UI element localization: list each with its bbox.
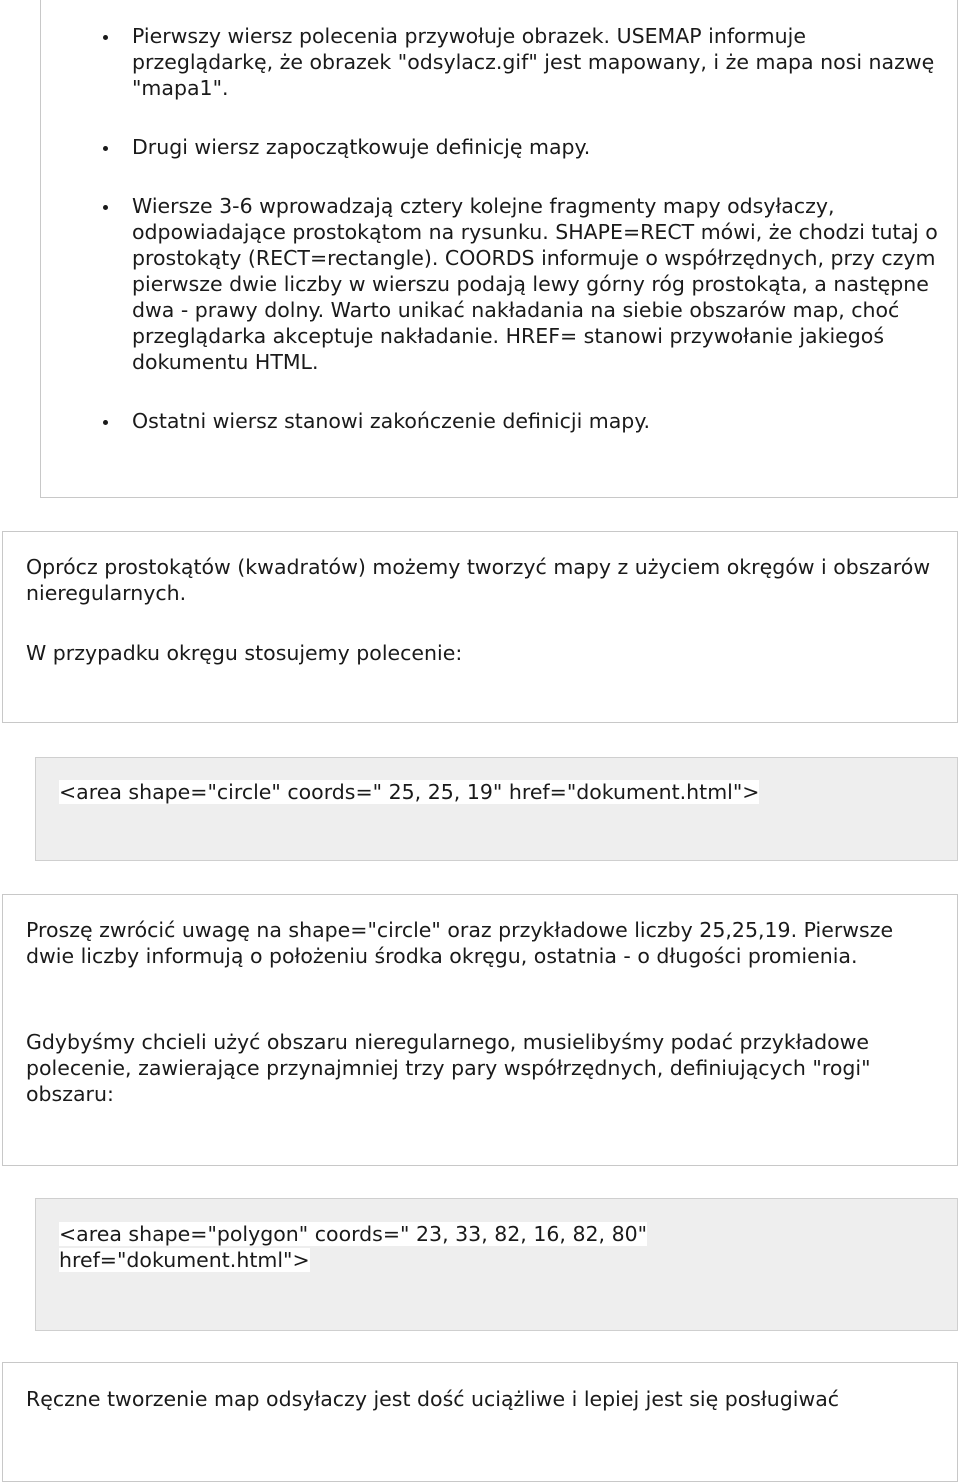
bullet-icon bbox=[103, 420, 108, 425]
list-item bbox=[91, 193, 941, 375]
list-item bbox=[91, 134, 941, 160]
list-item-text: Drugi wiersz zapoczątkowuje definicję mapy. bbox=[132, 135, 591, 159]
text-panel-shapes bbox=[2, 531, 958, 723]
paragraph-circle-explain: Proszę zwrócić uwagę na shape="circle" oraz przykładowe liczby 25,25,19. Pierwsze dwie liczby informują o położeniu środka okręgu, ostatnia - o długości promienia. bbox=[26, 918, 894, 968]
list-panel bbox=[40, 0, 958, 498]
bullet-icon bbox=[103, 205, 108, 210]
paragraph-polygon-intro: Gdybyśmy chcieli użyć obszaru nieregularnego, musielibyśmy podać przykładowe polecenie, zawierające przynajmniej trzy pary współrzędnych, definiujących "rogi" obszaru: bbox=[26, 1030, 871, 1106]
paragraph-circle-intro: W przypadku okręgu stosujemy polecenie: bbox=[26, 641, 463, 665]
code-polygon-line-1 bbox=[59, 1221, 939, 1247]
explanation-list bbox=[91, 23, 941, 467]
paragraph-final: Ręczne tworzenie map odsyłaczy jest dość uciążliwe i lepiej jest się posługiwać bbox=[26, 1387, 840, 1411]
list-item-text: Ostatni wiersz stanowi zakończenie definicji mapy. bbox=[132, 409, 651, 433]
text-panel-polygon bbox=[2, 894, 958, 1166]
code-circle-text: <area shape="circle" coords=" 25, 25, 19" href="dokument.html"> bbox=[59, 780, 760, 804]
paragraph-shapes-intro: Oprócz prostokątów (kwadratów) możemy tworzyć mapy z użyciem okręgów i obszarów nieregularnych. bbox=[26, 555, 931, 605]
bullet-icon bbox=[103, 146, 108, 151]
list-item-text: Wiersze 3-6 wprowadzają cztery kolejne fragmenty mapy odsyłaczy, odpowiadające prostokątom na rysunku. SHAPE=RECT mówi, że chodzi tutaj o prostokąty (RECT=rectangle). COORDS informuje o współrzędnych, przy czym pierwsze dwie liczby w wierszu podają lewy górny róg prostokąta, a następne dwa - prawy dolny. Warto unikać nakładania na siebie obszarów map, choć przeglądarka akceptuje nakładanie. HREF= stanowi przywołanie jakiegoś dokumentu HTML. bbox=[132, 194, 938, 374]
code-circle bbox=[59, 779, 939, 805]
code-polygon-line-2 bbox=[59, 1247, 939, 1273]
list-item bbox=[91, 23, 941, 101]
code-polygon-line-2-text: href="dokument.html"> bbox=[59, 1248, 310, 1272]
text-panel-final bbox=[2, 1362, 958, 1482]
code-panel-polygon bbox=[35, 1198, 958, 1331]
bullet-icon bbox=[103, 35, 108, 40]
list-item bbox=[91, 408, 941, 434]
list-item-text: Pierwszy wiersz polecenia przywołuje obrazek. USEMAP informuje przeglądarkę, że obrazek "odsylacz.gif" jest mapowany, i że mapa nosi nazwę "mapa1". bbox=[132, 24, 935, 100]
code-polygon-line-1-text: <area shape="polygon" coords=" 23, 33, 82, 16, 82, 80" bbox=[59, 1222, 648, 1246]
code-panel-circle bbox=[35, 757, 958, 861]
